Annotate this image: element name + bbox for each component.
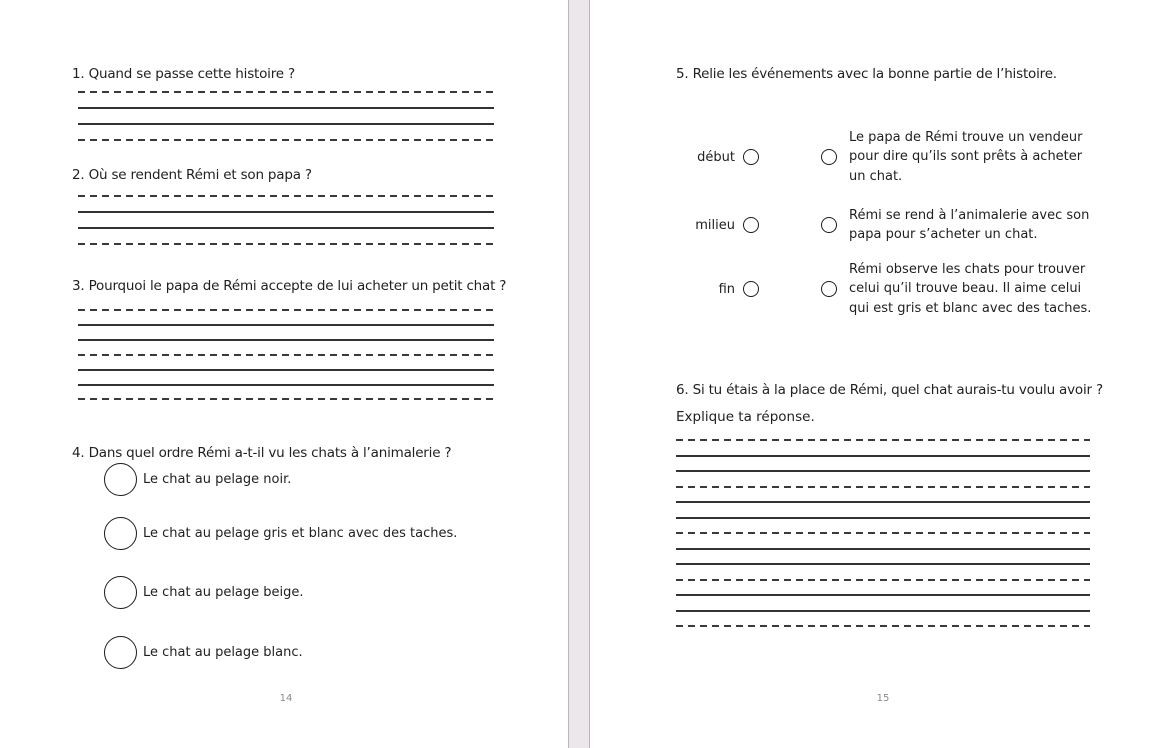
option-label: Le chat au pelage blanc. (143, 644, 303, 660)
answer-line-dashed (78, 91, 494, 93)
answer-line-solid (78, 123, 494, 125)
option-label: Le chat au pelage gris et blanc avec des taches. (143, 525, 458, 541)
question-4-option-row (104, 461, 291, 497)
answer-line-solid (676, 563, 1090, 565)
question-1-answer-lines (78, 91, 494, 143)
question-4-option-row (104, 515, 457, 551)
question-3-answer-lines (78, 309, 494, 403)
match-row-milieu (650, 194, 1089, 256)
option-circle[interactable] (104, 463, 137, 496)
answer-line-dashed (676, 579, 1090, 581)
question-5-label: 5. Relie les événements avec la bonne partie de l’histoire. (676, 66, 1057, 82)
answer-line-solid (676, 455, 1090, 457)
question-1-label: 1. Quand se passe cette histoire ? (72, 66, 295, 82)
answer-line-solid (78, 339, 494, 341)
match-event-text: Rémi observe les chats pour trouver celui qu’il trouve beau. Il aime celui qui est gris et blanc avec des taches. (849, 261, 1092, 316)
match-circle-left[interactable] (743, 149, 759, 165)
answer-line-solid (78, 107, 494, 109)
answer-line-solid (676, 517, 1090, 519)
answer-line-dashed (78, 195, 494, 197)
match-circle-right[interactable] (821, 281, 837, 297)
answer-line-dashed (78, 354, 494, 356)
answer-line-solid (676, 501, 1090, 503)
answer-line-solid (676, 594, 1090, 596)
answer-line-solid (676, 610, 1090, 612)
answer-line-solid (78, 324, 494, 326)
match-circle-right[interactable] (821, 149, 837, 165)
option-circle[interactable] (104, 576, 137, 609)
question-4-label: 4. Dans quel ordre Rémi a-t-il vu les chats à l’animalerie ? (72, 445, 452, 461)
question-6-label: 6. Si tu étais à la place de Rémi, quel chat aurais-tu voulu avoir ? (676, 382, 1103, 398)
answer-line-dashed (78, 243, 494, 245)
answer-line-solid (78, 369, 494, 371)
match-row-debut (650, 116, 1083, 198)
answer-line-dashed (676, 625, 1090, 627)
option-circle[interactable] (104, 636, 137, 669)
question-4-option-row (104, 574, 304, 610)
match-circle-left[interactable] (743, 217, 759, 233)
answer-line-dashed (676, 439, 1090, 441)
answer-line-solid (78, 227, 494, 229)
match-part-label: début (697, 149, 735, 165)
answer-line-dashed (78, 398, 494, 400)
answer-line-dashed (78, 309, 494, 311)
answer-line-dashed (78, 139, 494, 141)
match-part-label: fin (718, 281, 735, 297)
question-6-sublabel: Explique ta réponse. (676, 409, 815, 425)
answer-line-solid (78, 384, 494, 386)
worksheet-page-15 (590, 0, 1170, 748)
question-6-answer-lines (676, 439, 1090, 629)
page-number: 14 (279, 693, 293, 704)
option-circle[interactable] (104, 517, 137, 550)
match-row-fin (650, 250, 1091, 328)
answer-line-dashed (676, 486, 1090, 488)
answer-line-solid (676, 548, 1090, 550)
option-label: Le chat au pelage noir. (143, 471, 292, 487)
worksheet-page-14 (0, 0, 568, 748)
answer-line-solid (78, 211, 494, 213)
answer-line-solid (676, 470, 1090, 472)
match-part-label: milieu (695, 217, 735, 233)
match-event-text: Le papa de Rémi trouve un vendeur pour dire qu’ils sont prêts à acheter un chat. (849, 129, 1083, 184)
question-3-label: 3. Pourquoi le papa de Rémi accepte de lui acheter un petit chat ? (72, 278, 507, 294)
question-2-answer-lines (78, 195, 494, 247)
answer-line-dashed (676, 532, 1090, 534)
page-gap-divider (568, 0, 590, 748)
match-circle-right[interactable] (821, 217, 837, 233)
option-label: Le chat au pelage beige. (143, 584, 304, 600)
match-event-text: Rémi se rend à l’animalerie avec son papa pour s’acheter un chat. (849, 207, 1090, 242)
page-number: 15 (876, 693, 890, 704)
match-circle-left[interactable] (743, 281, 759, 297)
question-4-option-row (104, 634, 303, 670)
question-2-label: 2. Où se rendent Rémi et son papa ? (72, 167, 312, 183)
